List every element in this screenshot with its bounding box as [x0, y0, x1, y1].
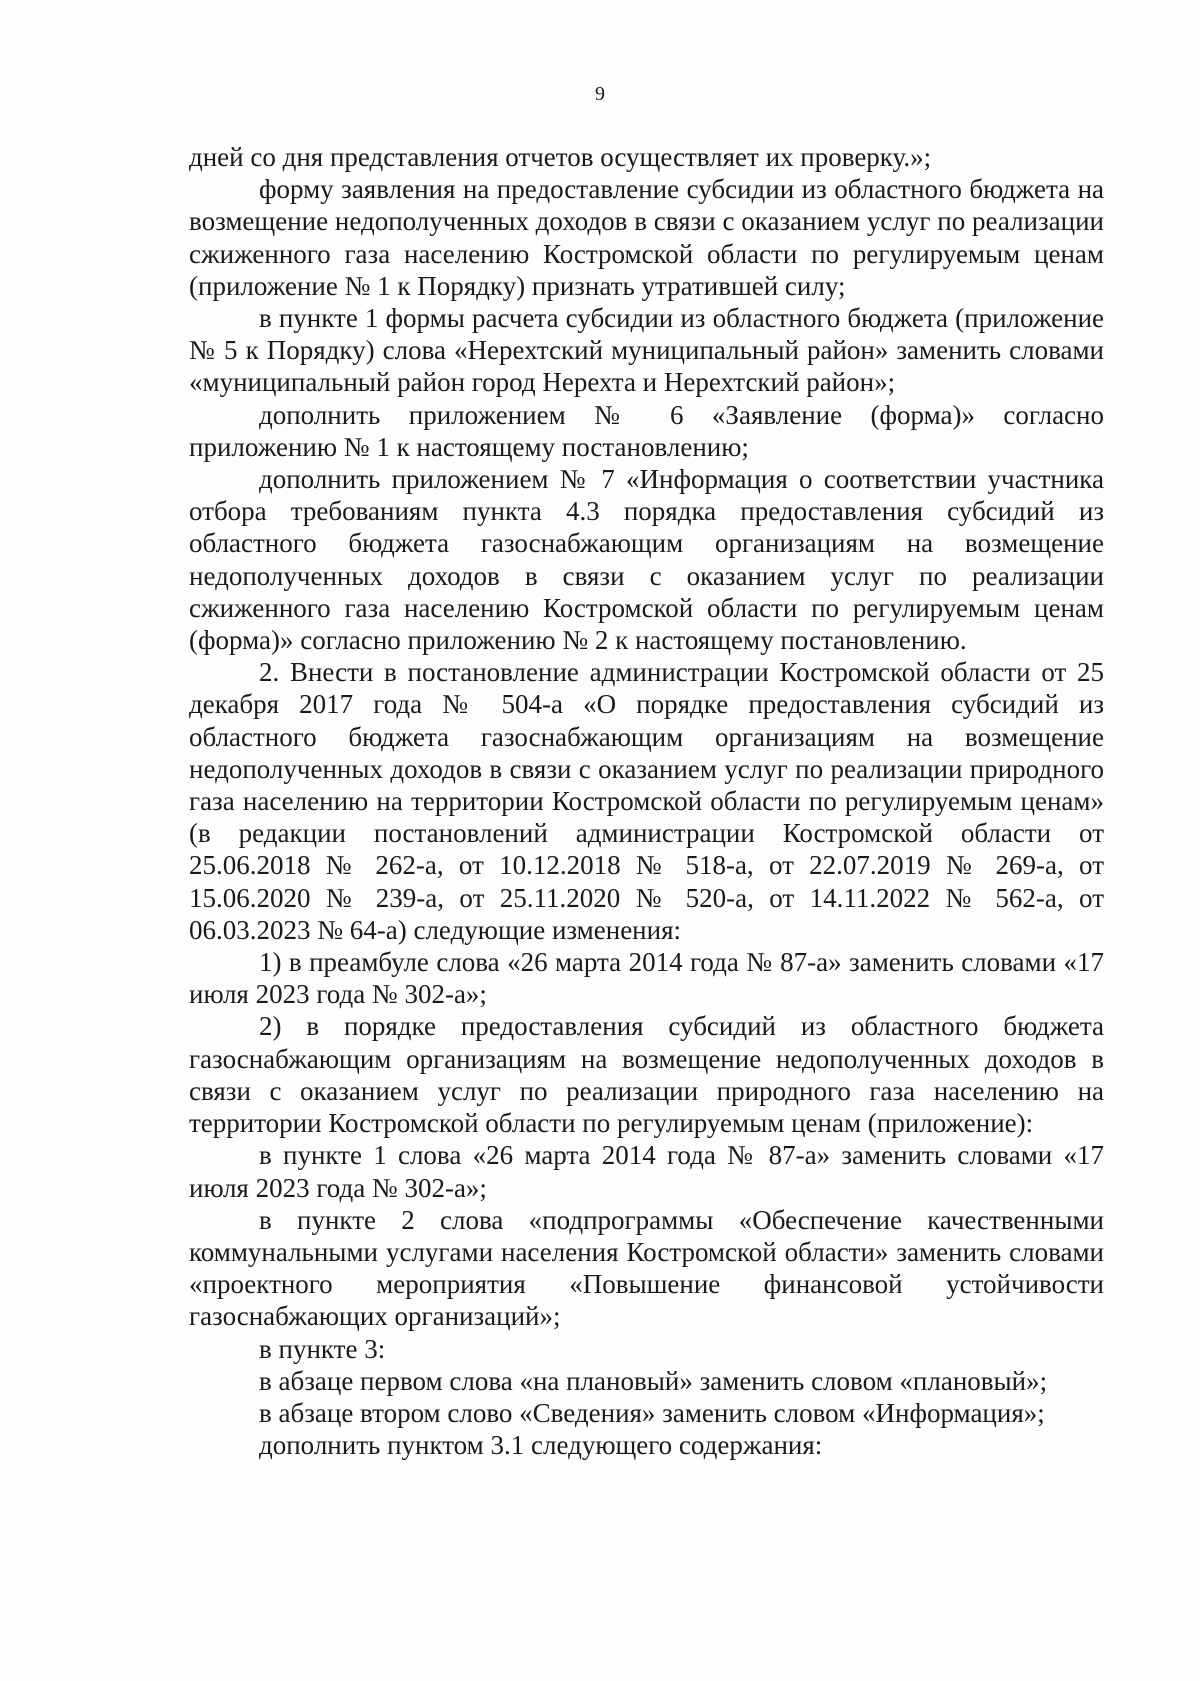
paragraph-item-2: 2. Внести в постановление администрации Костромской области от 25 декабря 2017 года № 504-а «О порядке предоставления субсидий из областного бюджета газоснабжающим организациям на возмещение недополученных доходов в связи с оказанием услуг по реализации природного газа населению на территории Костромской области по регулируемым ценам» (в редакции постановлений администрации Костромской области от 25.06.2018 № 262-а, от 10.12.2018 № 518-а, от 22.07.2019 № 269-а, от 15.06.2020 № 239-а, от 25.11.2020 № 520-а, от 14.11.2022 № 562-а, от 06.03.2023 № 64-а) следующие изменения: [189, 657, 1104, 945]
paragraph-point-3: в пункте 3: [259, 1333, 386, 1364]
paragraph-point-3-1: дополнить пунктом 3.1 следующего содержания: [259, 1430, 823, 1461]
paragraph-preamble-change: 1) в преамбуле слова «26 марта 2014 года № 87-а» заменить словами «17 июля 2023 года № 302-а»; [189, 947, 1104, 1010]
paragraph-appendix-6: дополнить приложением № 6 «Заявление (форма)» согласно приложению № 1 к настоящему постановлению; [189, 399, 1104, 462]
paragraph-continuation: дней со дня представления отчетов осуществляет их проверку.»; [189, 142, 932, 172]
paragraph-point-1: в пункте 1 слова «26 марта 2014 года № 87-а» заменить словами «17 июля 2023 года № 302-а»; [189, 1140, 1104, 1203]
paragraph-point-3-first: в абзаце первом слова «на плановый» заменить словом «плановый»; [259, 1365, 1048, 1396]
paragraph-point-3-second: в абзаце втором слово «Сведения» заменить словом «Информация»; [259, 1397, 1045, 1428]
page-number: 9 [595, 83, 605, 105]
paragraph-calculation-form: в пункте 1 формы расчета субсидии из областного бюджета (приложение № 5 к Порядку) слова «Нерехтский муниципальный район» заменить словами «муниципальный район город Нерехта и Нерехтский район»; [189, 303, 1104, 398]
paragraph-procedure-change: 2) в порядке предоставления субсидий из областного бюджета газоснабжающим организациям на возмещение недополученных доходов в связи с оказанием услуг по реализации природного газа населению на территории Костромской области по регулируемым ценам (приложение): [189, 1011, 1104, 1139]
document-body [189, 141, 1104, 1461]
paragraph-application-form: форму заявления на предоставление субсидии из областного бюджета на возмещение недополученных доходов в связи с оказанием услуг по реализации сжиженного газа населению Костромской области по регулируемым ценам (приложение № 1 к Порядку) признать утратившей силу; [189, 174, 1104, 301]
paragraph-point-2: в пункте 2 слова «подпрограммы «Обеспечение качественными коммунальными услугами населения Костромской области» заменить словами «проектного мероприятия «Повышение финансовой устойчивости газоснабжающих организаций»; [189, 1204, 1104, 1332]
paragraph-appendix-7: дополнить приложением № 7 «Информация о соответствии участника отбора требованиям пункта 4.3 порядка предоставления субсидий из областного бюджета газоснабжающим организациям на возмещение недополученных доходов в связи с оказанием услуг по реализации сжиженного газа населению Костромской области по регулируемым ценам (форма)» согласно приложению № 2 к настоящему постановлению. [189, 464, 1104, 656]
